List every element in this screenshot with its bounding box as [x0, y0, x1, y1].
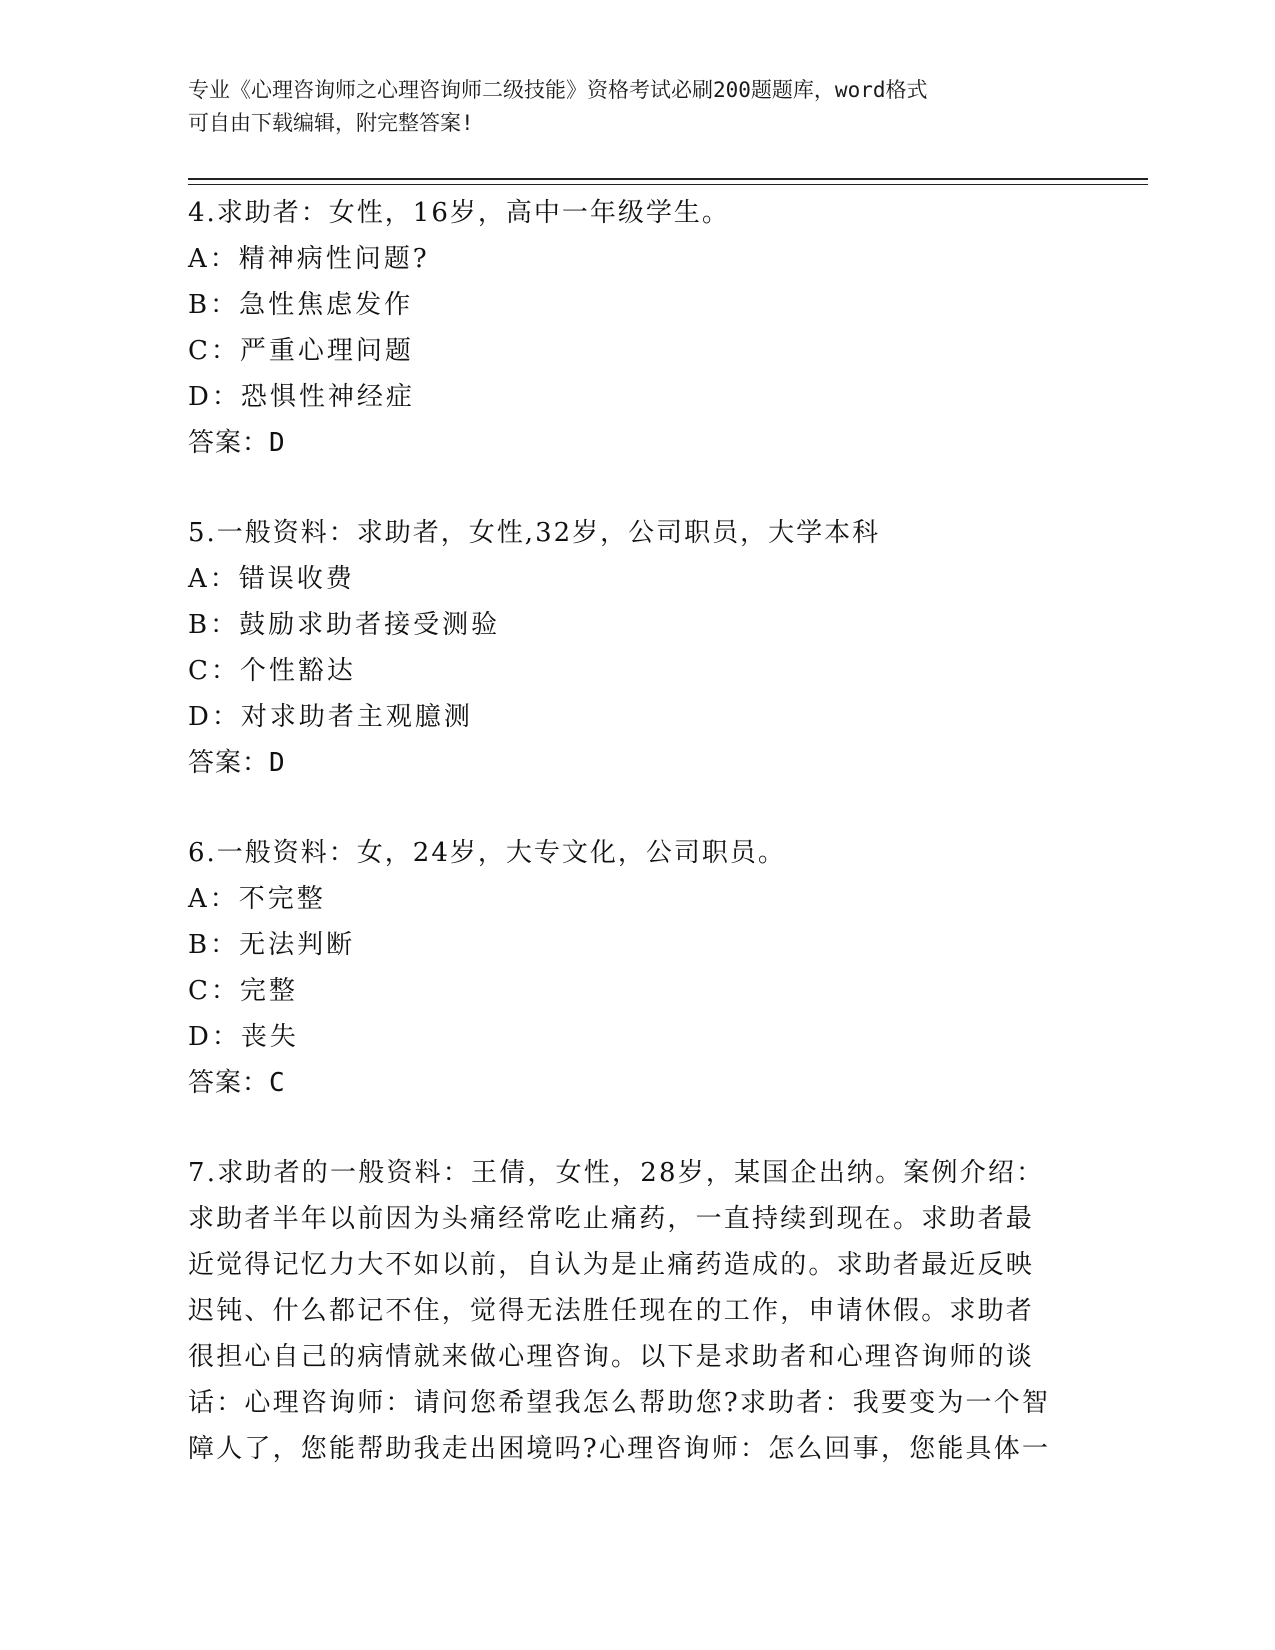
document-header	[188, 74, 1088, 140]
option-d: D：恐惧性神经症	[188, 382, 415, 412]
answer-label: 答案：C	[188, 1068, 286, 1098]
option-d: D：对求助者主观臆测	[188, 702, 473, 732]
option-b: B：鼓励求助者接受测验	[188, 610, 501, 640]
case-line: 7.求助者的一般资料：王倩，女性，28岁，某国企出纳。案例介绍：	[188, 1158, 1045, 1188]
question-6	[188, 830, 1088, 1106]
case-line: 障人了，您能帮助我走出困境吗?心理咨询师：怎么回事，您能具体一	[188, 1434, 1051, 1464]
case-line: 话：心理咨询师：请问您希望我怎么帮助您?求助者：我要变为一个智	[188, 1388, 1051, 1418]
case-line: 很担心自己的病情就来做心理咨询。以下是求助者和心理咨询师的谈	[188, 1342, 1035, 1372]
case-line: 近觉得记忆力大不如以前，自认为是止痛药造成的。求助者最近反映	[188, 1250, 1035, 1280]
question-5	[188, 510, 1088, 786]
question-stem: 6.一般资料：女，24岁，大专文化，公司职员。	[188, 838, 786, 868]
option-d: D：丧失	[188, 1022, 299, 1052]
header-rule-thick	[188, 178, 1148, 180]
option-b: B：无法判断	[188, 930, 356, 960]
answer-label: 答案：D	[188, 428, 286, 458]
header-line-1: 专业《心理咨询师之心理咨询师二级技能》资格考试必刷200题题库，word格式	[188, 78, 928, 102]
question-7	[188, 1150, 1088, 1472]
answer-label: 答案：D	[188, 748, 286, 778]
question-stem: 5.一般资料：求助者，女性,32岁，公司职员，大学本科	[188, 518, 881, 548]
question-4	[188, 190, 1088, 466]
option-c: C：严重心理问题	[188, 336, 414, 366]
case-line: 求助者半年以前因为头痛经常吃止痛药，一直持续到现在。求助者最	[188, 1204, 1035, 1234]
header-line-2: 可自由下载编辑，附完整答案!	[188, 111, 474, 135]
case-line: 迟钝、什么都记不住，觉得无法胜任现在的工作，申请休假。求助者	[188, 1296, 1035, 1326]
option-a: A：错误收费	[188, 564, 355, 594]
option-c: C：个性豁达	[188, 656, 356, 686]
question-stem: 4.求助者：女性，16岁，高中一年级学生。	[188, 198, 730, 228]
option-b: B：急性焦虑发作	[188, 290, 414, 320]
option-c: C：完整	[188, 976, 298, 1006]
option-a: A：精神病性问题?	[188, 244, 430, 274]
option-a: A：不完整	[188, 884, 326, 914]
header-rule-thin	[188, 184, 1148, 185]
